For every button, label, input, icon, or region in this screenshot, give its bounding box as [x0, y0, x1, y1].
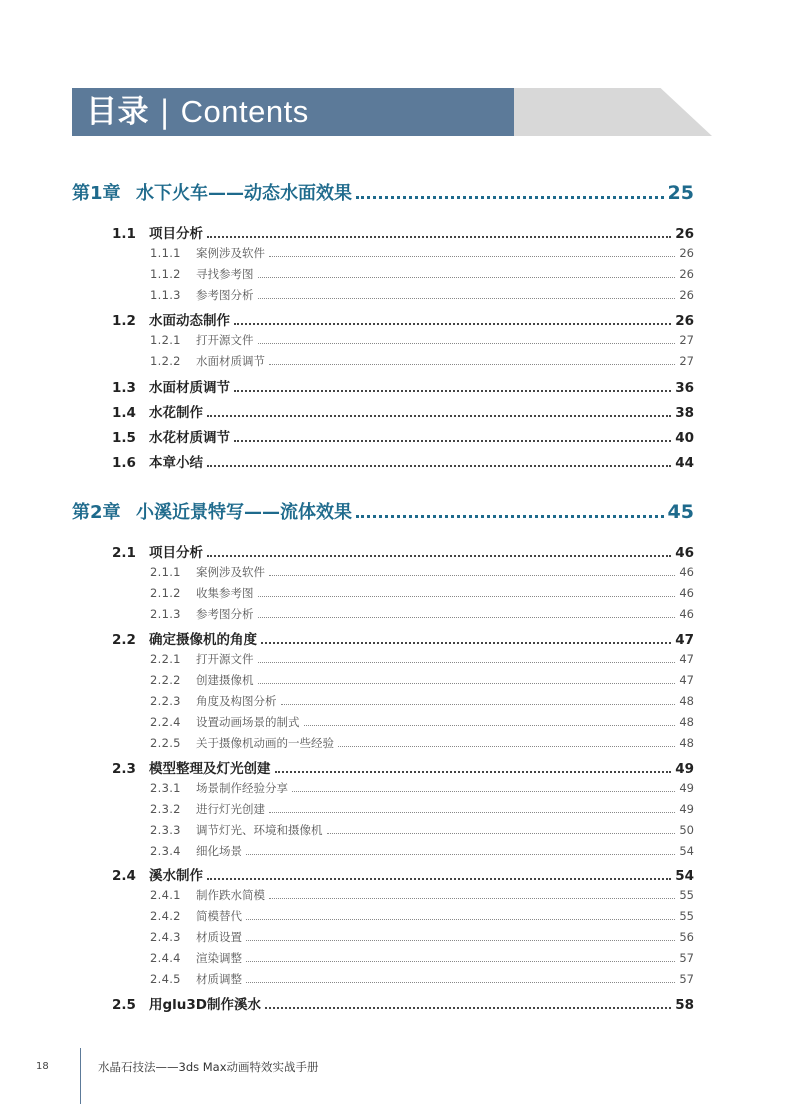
toc-dot-leader [246, 854, 675, 855]
toc-title: 调节灯光、环境和摄像机 [196, 823, 323, 837]
toc-dot-leader [246, 940, 675, 941]
toc-section[interactable] [112, 376, 694, 396]
toc-subsection[interactable] [150, 606, 694, 622]
toc-page-number: 48 [679, 736, 694, 750]
toc-section[interactable] [112, 451, 694, 471]
toc-number: 1.2 [112, 313, 136, 329]
toc-page-number: 45 [667, 501, 694, 523]
toc-page-number: 49 [679, 781, 694, 795]
toc-subsection[interactable] [150, 735, 694, 751]
toc-subsection[interactable] [150, 651, 694, 667]
toc-dot-leader [269, 256, 675, 257]
banner-gray-band [514, 88, 712, 136]
contents-banner [72, 88, 712, 136]
toc-dot-leader [207, 415, 671, 417]
toc-dot-leader [281, 704, 676, 705]
toc-dot-leader [207, 878, 671, 880]
toc-subsection[interactable] [150, 908, 694, 924]
toc-page-number: 46 [675, 545, 694, 561]
toc-page-number: 46 [679, 586, 694, 600]
toc-page-number: 55 [679, 909, 694, 923]
toc-number: 1.3 [112, 380, 136, 396]
toc-section[interactable] [112, 401, 694, 421]
toc-title: 本章小结 [149, 455, 203, 471]
toc-page-number: 56 [679, 930, 694, 944]
toc-page-number: 47 [679, 673, 694, 687]
toc-section[interactable] [112, 426, 694, 446]
toc-number: 2.4.1 [150, 888, 181, 902]
toc-page-number: 25 [667, 182, 694, 204]
toc-title: 进行灯光创建 [196, 802, 265, 816]
toc-dot-leader [265, 1007, 671, 1009]
toc-page-number: 47 [675, 632, 694, 648]
toc-title: 水面材质调节 [149, 380, 230, 396]
toc-title: 细化场景 [196, 844, 242, 858]
toc-number: 1.1.1 [150, 246, 181, 260]
toc-page-number: 57 [679, 951, 694, 965]
toc-title: 打开源文件 [196, 652, 254, 666]
toc-chapter[interactable] [72, 179, 694, 205]
toc-title: 材质设置 [196, 930, 242, 944]
toc-number: 2.1.2 [150, 586, 181, 600]
toc-title: 打开源文件 [196, 333, 254, 347]
toc-page-number: 58 [675, 997, 694, 1013]
toc-number: 2.3.3 [150, 823, 181, 837]
toc-number: 2.3.2 [150, 802, 181, 816]
toc-subsection[interactable] [150, 950, 694, 966]
toc-title: 水花制作 [149, 405, 203, 421]
toc-number: 1.6 [112, 455, 136, 471]
toc-section[interactable] [112, 757, 694, 777]
toc-title: 案例涉及软件 [196, 565, 265, 579]
toc-dot-leader [258, 617, 676, 618]
toc-number: 2.3 [112, 761, 136, 777]
toc-dot-leader [356, 196, 664, 199]
toc-section[interactable] [112, 628, 694, 648]
footer-page-number: 18 [36, 1061, 49, 1072]
toc-title: 案例涉及软件 [196, 246, 265, 260]
toc-number: 2.2.1 [150, 652, 181, 666]
toc-page-number: 48 [679, 694, 694, 708]
toc-section[interactable] [112, 541, 694, 561]
toc-page-number: 48 [679, 715, 694, 729]
toc-subsection[interactable] [150, 564, 694, 580]
toc-page-number: 26 [679, 267, 694, 281]
footer-book-title: 水晶石技法——3ds Max动画特效实战手册 [98, 1060, 319, 1074]
toc-number: 2.4.4 [150, 951, 181, 965]
toc-title: 渲染调整 [196, 951, 242, 965]
toc-chapter[interactable] [72, 498, 694, 524]
toc-subsection[interactable] [150, 971, 694, 987]
toc-subsection[interactable] [150, 843, 694, 859]
toc-dot-leader [269, 364, 675, 365]
toc-subsection[interactable] [150, 822, 694, 838]
toc-number: 第2章 [72, 502, 121, 523]
toc-dot-leader [258, 298, 676, 299]
toc-page-number: 26 [679, 246, 694, 260]
page-title [86, 92, 309, 132]
toc-page-number: 26 [679, 288, 694, 302]
toc-dot-leader [269, 812, 675, 813]
toc-title: 材质调整 [196, 972, 242, 986]
toc-title: 关于摄像机动画的一些经验 [196, 736, 334, 750]
toc-title: 场景制作经验分享 [196, 781, 288, 795]
toc-page-number: 27 [679, 354, 694, 368]
toc-dot-leader [234, 440, 671, 442]
toc-number: 2.4.3 [150, 930, 181, 944]
toc-number: 2.5 [112, 997, 136, 1013]
toc-subsection[interactable] [150, 929, 694, 945]
toc-subsection[interactable] [150, 287, 694, 303]
toc-subsection[interactable] [150, 353, 694, 369]
toc-title: 确定摄像机的角度 [149, 632, 257, 648]
toc-number: 2.1.1 [150, 565, 181, 579]
toc-page-number: 26 [675, 313, 694, 329]
toc-subsection[interactable] [150, 266, 694, 282]
toc-dot-leader [338, 746, 675, 747]
page-title-separator: | [159, 94, 171, 130]
toc-page-number: 49 [675, 761, 694, 777]
toc-number: 2.3.1 [150, 781, 181, 795]
toc-title: 参考图分析 [196, 607, 254, 621]
toc-title: 溪水制作 [149, 868, 203, 884]
toc-subsection[interactable] [150, 585, 694, 601]
toc-title: 设置动画场景的制式 [196, 715, 300, 729]
toc-number: 2.2.5 [150, 736, 181, 750]
toc-title: 模型整理及灯光创建 [149, 761, 271, 777]
page-title-en: Contents [180, 94, 309, 129]
toc-section[interactable] [112, 309, 694, 329]
toc-page-number: 38 [675, 405, 694, 421]
toc-page-number: 46 [679, 607, 694, 621]
toc-page-number: 47 [679, 652, 694, 666]
toc-title: 项目分析 [149, 226, 203, 242]
toc-subsection[interactable] [150, 693, 694, 709]
toc-dot-leader [261, 642, 671, 644]
toc-page-number: 36 [675, 380, 694, 396]
toc-page-number: 55 [679, 888, 694, 902]
toc-page-number: 44 [675, 455, 694, 471]
toc-number: 2.2.3 [150, 694, 181, 708]
toc-dot-leader [292, 791, 675, 792]
toc-dot-leader [234, 390, 671, 392]
toc-dot-leader [356, 515, 664, 518]
toc-page-number: 27 [679, 333, 694, 347]
toc-dot-leader [258, 277, 676, 278]
page-title-zh: 目录 [86, 94, 149, 130]
toc-number: 1.2.2 [150, 354, 181, 368]
toc-title: 寻找参考图 [196, 267, 254, 281]
toc-page-number: 54 [675, 868, 694, 884]
toc-dot-leader [275, 771, 672, 773]
toc-dot-leader [207, 465, 671, 467]
toc-title: 收集参考图 [196, 586, 254, 600]
toc-dot-leader [269, 575, 675, 576]
footer-divider [80, 1048, 81, 1104]
toc-number: 1.1.3 [150, 288, 181, 302]
toc-title: 水面动态制作 [149, 313, 230, 329]
toc-number: 第1章 [72, 183, 121, 204]
toc-page-number: 26 [675, 226, 694, 242]
toc-title: 简模替代 [196, 909, 242, 923]
toc-number: 2.3.4 [150, 844, 181, 858]
toc-subsection[interactable] [150, 780, 694, 796]
toc-subsection[interactable] [150, 332, 694, 348]
toc-number: 1.1 [112, 226, 136, 242]
toc-number: 1.5 [112, 430, 136, 446]
toc-title: 制作跌水简模 [196, 888, 265, 902]
toc-dot-leader [269, 898, 675, 899]
toc-dot-leader [258, 596, 676, 597]
toc-dot-leader [258, 683, 676, 684]
toc-dot-leader [207, 555, 671, 557]
toc-dot-leader [246, 982, 675, 983]
toc-title: 参考图分析 [196, 288, 254, 302]
toc-title: 小溪近景特写——流体效果 [136, 502, 352, 523]
toc-dot-leader [246, 961, 675, 962]
toc-dot-leader [327, 833, 676, 834]
toc-number: 2.4.2 [150, 909, 181, 923]
toc-title: 水花材质调节 [149, 430, 230, 446]
toc-subsection[interactable] [150, 887, 694, 903]
toc-number: 2.2 [112, 632, 136, 648]
toc-page-number: 54 [679, 844, 694, 858]
toc-dot-leader [258, 662, 676, 663]
toc-title: 水面材质调节 [196, 354, 265, 368]
toc-number: 1.4 [112, 405, 136, 421]
toc-title: 用glu3D制作溪水 [149, 997, 262, 1013]
toc-subsection[interactable] [150, 245, 694, 261]
toc-dot-leader [207, 236, 671, 238]
toc-page-number: 46 [679, 565, 694, 579]
toc-title: 水下火车——动态水面效果 [136, 183, 352, 204]
toc-number: 2.1.3 [150, 607, 181, 621]
toc-dot-leader [258, 343, 676, 344]
toc-number: 1.2.1 [150, 333, 181, 347]
toc-number: 2.4 [112, 868, 136, 884]
toc-number: 2.1 [112, 545, 136, 561]
toc-number: 2.2.2 [150, 673, 181, 687]
toc-subsection[interactable] [150, 672, 694, 688]
toc-number: 2.2.4 [150, 715, 181, 729]
toc-page-number: 40 [675, 430, 694, 446]
toc-page-number: 49 [679, 802, 694, 816]
toc-title: 创建摄像机 [196, 673, 254, 687]
toc-page-number: 50 [679, 823, 694, 837]
toc-number: 2.4.5 [150, 972, 181, 986]
toc-title: 角度及构图分析 [196, 694, 277, 708]
toc-dot-leader [234, 323, 671, 325]
toc-dot-leader [304, 725, 676, 726]
toc-dot-leader [246, 919, 675, 920]
toc-number: 1.1.2 [150, 267, 181, 281]
toc-section[interactable] [112, 864, 694, 884]
toc-title: 项目分析 [149, 545, 203, 561]
toc-page-number: 57 [679, 972, 694, 986]
toc-subsection[interactable] [150, 714, 694, 730]
toc-subsection[interactable] [150, 801, 694, 817]
toc-section[interactable] [112, 993, 694, 1013]
toc-section[interactable] [112, 222, 694, 242]
